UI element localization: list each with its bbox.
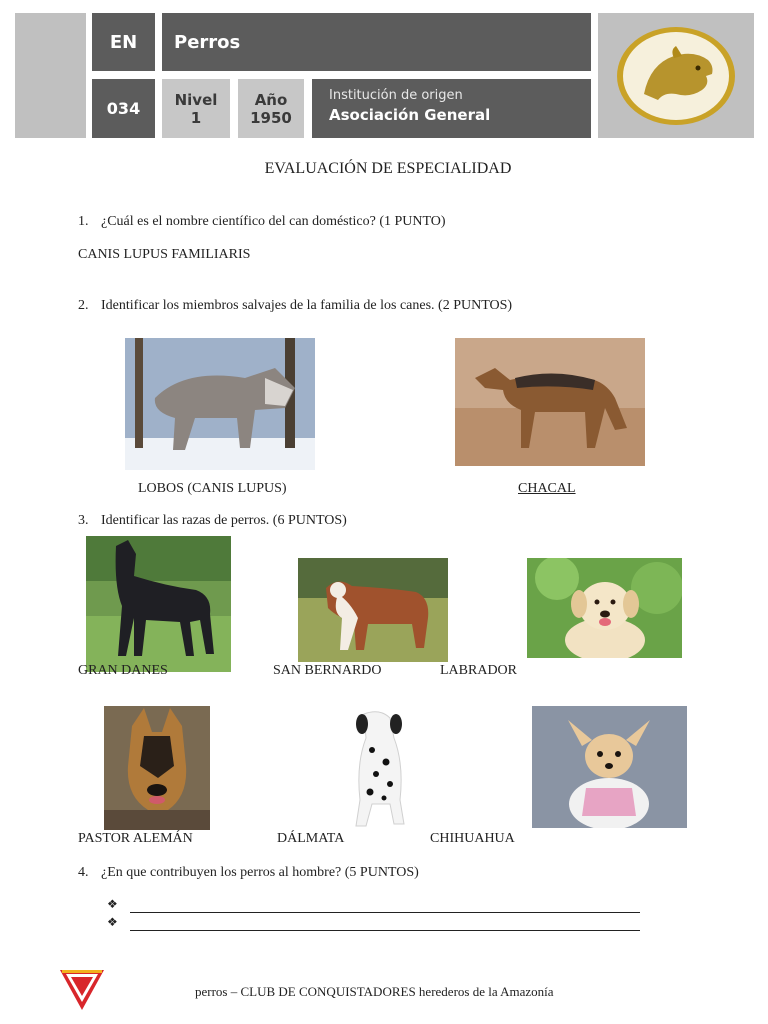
labrador-photo (527, 558, 682, 658)
question-3-number: 3. (78, 513, 89, 528)
header-left-block (15, 13, 86, 138)
answer-line-2[interactable] (130, 930, 640, 931)
language-badge: EN (92, 13, 155, 71)
question-1-text: ¿Cuál es el nombre científico del can doméstico? (1 PUNTO) (101, 214, 446, 229)
great-dane-photo (86, 536, 231, 672)
question-4-number: 4. (78, 865, 89, 880)
document-title: EVALUACIÓN DE ESPECIALIDAD (264, 160, 512, 177)
chihuahua-label: CHIHUAHUA (430, 831, 515, 846)
saint-bernard-photo (298, 558, 448, 662)
question-2-text: Identificar los miembros salvajes de la familia de los canes. (2 PUNTOS) (101, 298, 513, 313)
origin-value: Asociación General (329, 106, 491, 124)
level-label: Nivel (174, 90, 218, 109)
jackal-photo (455, 338, 645, 466)
question-1-number: 1. (78, 214, 89, 229)
year-cell (238, 79, 304, 138)
level-cell (162, 79, 230, 138)
wolf-photo (125, 338, 315, 470)
german-shepherd-label: PASTOR ALEMÁN (78, 831, 193, 846)
question-3-text: Identificar las razas de perros. (6 PUNTOS) (101, 513, 347, 528)
pathfinder-emblem-icon (58, 968, 106, 1012)
dalmatian-photo (300, 704, 458, 832)
saint-bernard-label: SAN BERNARDO (273, 663, 382, 678)
footer-text: perros – CLUB DE CONQUISTADORES herederos de la Amazonía (195, 984, 554, 999)
great-dane-label: GRAN DANES (78, 663, 168, 678)
question-1-answer: CANIS LUPUS FAMILIARIS (78, 247, 251, 262)
question-4-text: ¿En que contribuyen los perros al hombre? (5 PUNTOS) (101, 865, 419, 880)
year-label: Año (254, 90, 288, 109)
dalmatian-label: DÁLMATA (277, 831, 345, 846)
answer-bullet-icon: ❖ (107, 915, 118, 929)
year-value: 1950 (250, 108, 292, 127)
chihuahua-photo (532, 706, 687, 828)
logo-cell (598, 13, 754, 138)
wolf-label: LOBOS (CANIS LUPUS) (138, 481, 287, 496)
answer-bullet-icon: ❖ (107, 897, 118, 911)
answer-line-1[interactable] (130, 912, 640, 913)
specialty-code: 034 (92, 79, 155, 138)
origin-label: Institución de origen (329, 88, 463, 103)
level-value: 1 (190, 108, 202, 127)
german-shepherd-photo (104, 706, 210, 830)
labrador-label: LABRADOR (440, 663, 518, 678)
question-2-number: 2. (78, 298, 89, 313)
specialty-title: Perros (162, 13, 591, 71)
jackal-label: CHACAL (518, 481, 576, 496)
origin-cell (312, 79, 591, 138)
specialty-logo-icon (614, 24, 738, 128)
